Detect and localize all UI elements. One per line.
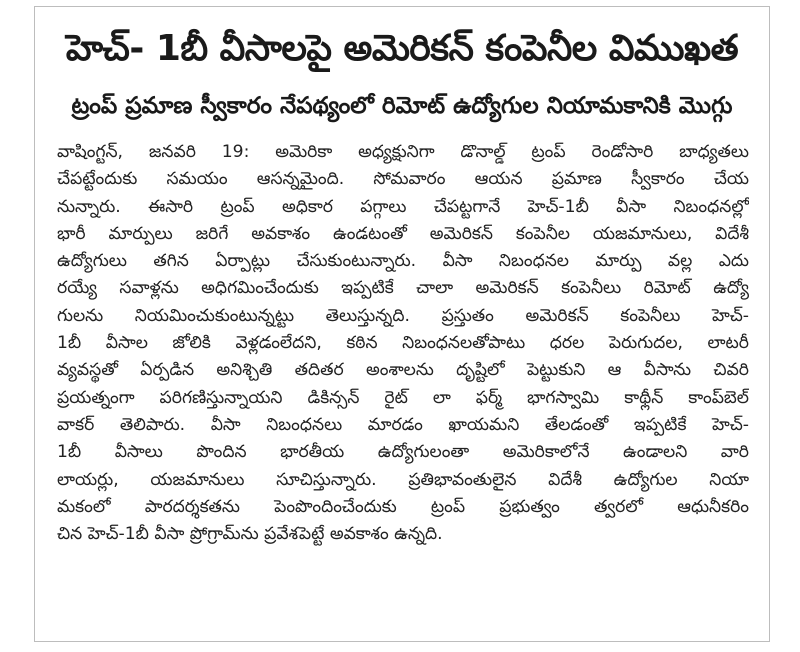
article-body-line: గులను నియమించుకుంటున్నట్టు తెలుస్తున్నది. ప్రస్తుతం అమెరికన్‌ కంపెనీలు హెచ్‌- (57, 305, 749, 326)
article-body-line: లాయర్లు, యజమానులు సూచిస్తున్నారు. ప్రతిభావంతులైన విదేశీ ఉద్యోగుల నియా (57, 469, 749, 490)
article-headline: హెచ్‌- 1బీ వీసాలపై అమెరికన్‌ కంపెనీల విముఖత (65, 28, 739, 69)
article-body-line: రయ్యే సవాళ్లను అధిగమించేందుకు ఇప్పటికే చాలా అమెరికన్‌ కంపెనీలు రిమోట్‌ ఉద్యో (57, 278, 749, 299)
article-body-line: భారీ మార్పులు జరిగే అవకాశం ఉండటంతో అమెరికన్‌ కంపెనీల యజమానులు, విదేశీ (57, 223, 749, 244)
article-body-line: చేపట్టేందుకు సమయం ఆసన్నమైంది. సోమవారం ఆయన ప్రమాణ స్వీకారం చేయ (57, 169, 749, 190)
article-subheadline: ట్రంప్‌ ప్రమాణ స్వీకారం నేపథ్యంలో రిమోట్‌ ఉద్యోగుల నియామకానికి మొగ్గు (71, 93, 733, 119)
article-body-line: వాకర్‌ తెలిపారు. వీసా నిబంధనలు మారడం ఖాయమని తేలడంతో ఇప్పటికే హెచ్‌- (57, 414, 749, 435)
article-body (57, 139, 749, 548)
article-body-line: మకంలో పారదర్శకతను పెంపొందించేందుకు ట్రంప్‌ ప్రభుత్వం త్వరలో ఆధునీకరిం (57, 496, 749, 517)
article-body-line: 1బీ వీసాల జోలికి వెళ్లడంలేదని, కఠిన నిబంధనలతోపాటు ధరల పెరుగుదల, లాటరీ (57, 333, 749, 354)
article-body-line: ఉద్యోగులు తగిన ఏర్పాట్లు చేసుకుంటున్నారు. వీసా నిబంధనల మార్పు వల్ల ఎదు (57, 251, 749, 272)
article-body-line: 1బీ వీసాలు పొందిన భారతీయ ఉద్యోగులంతా అమెరికాలోనే ఉండాలని వారి (57, 442, 749, 463)
article-body-line: వ్యవస్థతో ఏర్పడిన అనిశ్చితి తదితర అంశాలను దృష్టిలో పెట్టుకుని ఆ వీసాను చివరి (57, 360, 749, 381)
article-body-line: నున్నారు. ఈసారి ట్రంప్‌ అధికార పగ్గాలు చేపట్టగానే హెచ్‌-1బీ వీసా నిబంధనల్లో (57, 196, 749, 217)
news-clipping (34, 6, 770, 642)
article-body-line: ప్రయత్నంగా పరిగణిస్తున్నాయని డికిన్సన్‌ రైట్‌ లా ఫర్మ్‌ భాగస్వామి కాథ్లీన్‌ కాంప్‌బెల్‌ (57, 387, 749, 408)
article-body-line: చిన హెచ్‌-1బీ వీసా ప్రోగ్రామ్‌ను ప్రవేశపెట్టే అవకాశం ఉన్నది. (57, 524, 443, 545)
article-body-line: వాషింగ్టన్‌, జనవరి 19: అమెరికా అధ్యక్షునిగా డొనాల్డ్‌ ట్రంప్‌ రెండోసారి బాధ్యతలు (57, 142, 749, 162)
